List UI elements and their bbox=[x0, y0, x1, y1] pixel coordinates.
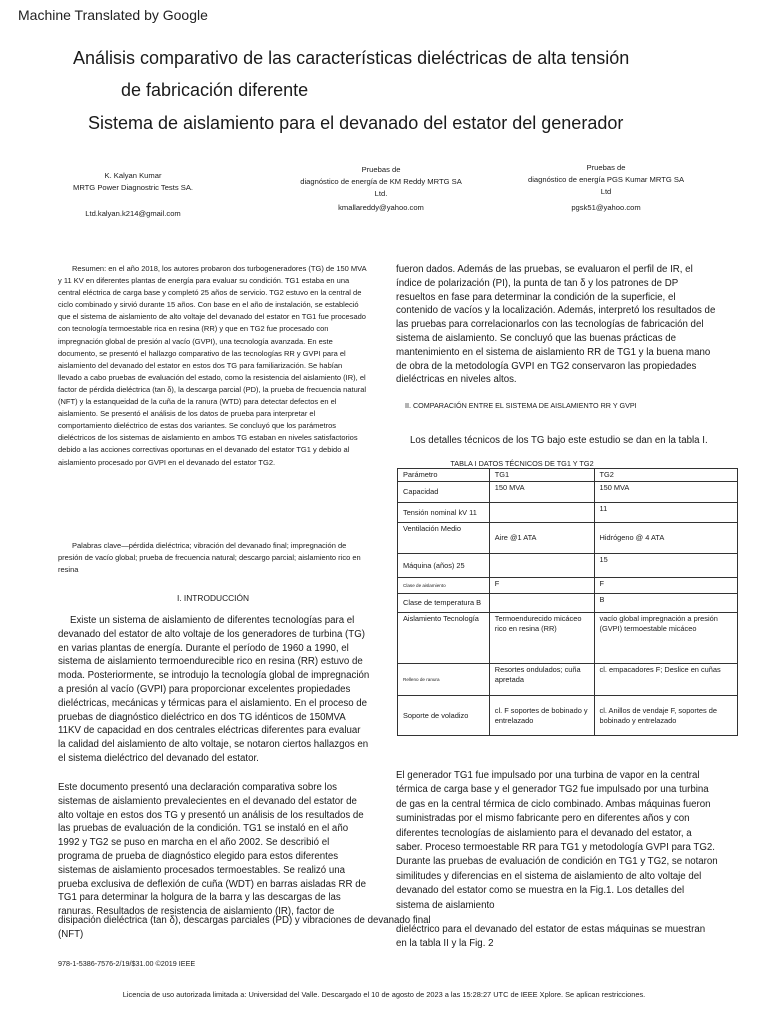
table-cell: Soporte de voladizo bbox=[398, 696, 490, 736]
author-1 bbox=[58, 170, 208, 194]
author-2-email: kmallareddy@yahoo.com bbox=[338, 203, 424, 212]
table-cell: Clase de temperatura B bbox=[398, 594, 490, 613]
table-row bbox=[398, 578, 738, 594]
table-row bbox=[398, 696, 738, 736]
table-row bbox=[398, 482, 738, 503]
keywords: Palabras clave—pérdida dieléctrica; vibración del devanado final; impregnación de presión de vacío global; prueba de frecuencia natural; descargo parcial; aislamiento rico en resina bbox=[58, 541, 361, 575]
table-cell: Máquina (años) 25 bbox=[398, 554, 490, 578]
table-cell: cl. F soportes de bobinado y entrelazado bbox=[489, 696, 594, 736]
author-2 bbox=[290, 164, 472, 200]
table-cell: Relleno de ranura bbox=[398, 664, 490, 696]
table-row bbox=[398, 664, 738, 696]
author-3-email: pgsk51@yahoo.com bbox=[571, 203, 641, 212]
table-cell: cl. empacadores F; Deslice en cuñas bbox=[594, 664, 737, 696]
title-line-2: de fabricación diferente bbox=[121, 80, 309, 100]
intro-paragraph-1: Existe un sistema de aislamiento de diferentes tecnologías para el devanado del estator de alto voltaje de los generadores de turbina (TG) en varias plantas de energía. Durante el período de 1960 a 1990, el sistema de aislamiento termoendurecible rico en resina (RR) estuvo de moda. Posteriormente, se introdujo la tecnología global de impregnación a presión al vacío (GVPI) para proporcionar excelentes propiedades dieléctricas, mecánicas y térmicas para el aislamiento. En el proceso de pruebas de diagnóstico dieléctrico en dos TG idénticos de 150MVA 11KV de capacidad en dos centrales eléctricas diferentes para evaluar la calidad del aislamiento de alto voltaje, se notaron ciertos hallazgos en el sistema dieléctrico del devanado del estator. bbox=[58, 615, 370, 764]
table-cell: F bbox=[594, 578, 737, 594]
author-3-line-1: Pruebas de bbox=[586, 163, 626, 172]
table-cell: Capacidad bbox=[398, 482, 490, 503]
table-cell bbox=[489, 554, 594, 578]
table-cell bbox=[489, 594, 594, 613]
table-cell: cl. Anillos de vendaje F, soportes de bobinado y entrelazado bbox=[594, 696, 737, 736]
table-cell: Aire @1 ATA bbox=[489, 523, 594, 554]
author-2-line-3: Ltd. bbox=[374, 189, 388, 198]
author-3-line-3: Ltd bbox=[600, 187, 612, 196]
table-cell: Aislamiento Tecnología bbox=[398, 613, 490, 664]
table-caption: TABLA I DATOS TÉCNICOS DE TG1 Y TG2 bbox=[450, 459, 594, 468]
machine-translation-banner: Machine Translated by Google bbox=[18, 7, 208, 23]
table-row bbox=[398, 613, 738, 664]
title-line-1: Análisis comparativo de las características dieléctricas de alta tensión bbox=[73, 48, 630, 68]
right-paragraph-1: fueron dados. Además de las pruebas, se evaluaron el perfil de IR, el índice de polarización (PI), la punta de tan δ y los patrones de DP resueltos en fase para determinar la condición de la superficie, el contenido de vacíos y la localización. Además, interpretó los resultados de las pruebas para correlacionarlos con las tecnologías de fabricación del sistema de aislamiento. Se concluyó que las buenas prácticas de mantenimiento en el sistema de aislamiento RR de TG1 y la buena mano de obra de la metodología GVPI en TG2 conservaron las propiedades dieléctricas en niveles altos. bbox=[396, 264, 716, 386]
right-paragraph-3: El generador TG1 fue impulsado por una turbina de vapor en la central térmica de carga base y el generador TG2 fue impulsado por una turbina de gas en la central térmica de ciclo combinado. Ambas máquinas fueron suministradas por el mismo fabricante pero en diferentes años y con diferentes tecnologías de aislamiento para el devanado del estator, a saber. Proceso termoestable RR para TG1 y metodología GVPI para TG2. Durante las pruebas de evaluación de condición en TG1 y TG2, se notaron similitudes y diferencias en el sistema de aislamiento de alto voltaje del devanado del estator como se muestra en la Fig.1. Los detalles del sistema de aislamiento bbox=[396, 770, 718, 911]
table-cell: Parámetro bbox=[398, 469, 490, 482]
right-paragraph-3-end: dieléctrico para el devanado del estator de estas máquinas se muestran en la tabla II y la Fig. 2 bbox=[396, 924, 706, 949]
author-1-affiliation: MRTG Power Diagnostric Tests SA. bbox=[73, 183, 193, 192]
table-cell: B bbox=[594, 594, 737, 613]
author-3 bbox=[522, 162, 690, 198]
table-row bbox=[398, 503, 738, 523]
section-heading-introduction: I. INTRODUCCIÓN bbox=[176, 593, 250, 603]
author-2-line-1: Pruebas de bbox=[361, 165, 401, 174]
section-heading-comparison: II. COMPARACIÓN ENTRE EL SISTEMA DE AISLAMIENTO RR Y GVPI bbox=[405, 401, 637, 410]
intro-paragraph-2-end: disipación dieléctrica (tan δ), descargas parciales (PD) y vibraciones de devanado final (NFT) bbox=[58, 915, 431, 940]
intro-paragraph-2: Este documento presentó una declaración comparativa sobre los sistemas de aislamiento prevalecientes en el devanado del estator de alto voltaje en estos dos TG y presentó un análisis de los resultados de las pruebas de evaluación de la condición. TG1 se instaló en el año 1992 y TG2 se puso en marcha en el año 2002. Se describió el programa de prueba de diagnóstico elegido para estos diferentes sistemas de aislamiento procesados termoestables. Se realizó una prueba exclusiva de deflexión de cuña (WDT) en barras aisladas RR de TG1 para determinar la holgura de la barra y las descargas de las ranuras. Resultados de resistencia de aislamiento (IR), factor de bbox=[58, 782, 367, 918]
table-cell: Clase de aislamiento bbox=[398, 578, 490, 594]
author-1-email: Ltd.kalyan.k214@gmail.com bbox=[85, 209, 181, 218]
technical-data-table bbox=[397, 468, 738, 736]
table-cell bbox=[489, 503, 594, 523]
table-cell: 11 bbox=[594, 503, 737, 523]
table-cell: 15 bbox=[594, 554, 737, 578]
author-2-line-2: diagnóstico de energía de KM Reddy MRTG SA bbox=[300, 177, 462, 186]
right-paragraph-2: Los detalles técnicos de los TG bajo este estudio se dan en la tabla I. bbox=[410, 435, 708, 446]
license-notice: Licencia de uso autorizada limitada a: Universidad del Valle. Descargado el 10 de agosto de 2023 a las 15:28:27 UTC de IEEE Xplore. Se aplican restricciones. bbox=[122, 990, 646, 999]
title-line-3: Sistema de aislamiento para el devanado del estator del generador bbox=[88, 113, 624, 133]
abstract: Resumen: en el año 2018, los autores probaron dos turbogeneradores (TG) de 150 MVA y 11 KV en diferentes plantas de energía para evaluar su condición. TG1 estaba en una central eléctrica de carga base y completó 25 años de servicio. TG2 estuvo en la central de ciclo combinado y sirvió durante 15 años. Con base en el año de instalación, se estableció que el sistema de aislamiento de alto voltaje del devanado del estator en TG1 fue procesado con tecnología termoestable rica en resina (RR) y que en TG2 fue procesado con impregnación global de presión al vacío (GVPI), una tecnología avanzada. En este documento, se presentó el hallazgo comparativo de las tecnologías RR y GVPI para el aislamiento del devanado del estator en estos dos TG para familiarización. Se habían llevado a cabo pruebas de evaluación del estado, como la resistencia del aislamiento (IR), el factor de pérdida dieléctrica (tan δ), la descarga parcial (PD), la prueba de frecuencia natural (NFT) y la estanqueidad de la cuña de la ranura (WTD) para detectar defectos en el aislamiento. Se presentó el análisis de los datos de prueba para interpretar el comportamiento dieléctrico de estas dos variantes. Se concluyó que los parámetros dieléctricos de los sistemas de aislamiento en ambos TG estaban en niveles satisfactorios debido a las acciones correctivas oportunas en el devanado del estator TG1 y debido al aislamiento procesado por GVPI en el devanado del estator TG2. bbox=[58, 264, 367, 467]
table-cell: TG2 bbox=[594, 469, 737, 482]
author-3-line-2: diagnóstico de energía PGS Kumar MRTG SA bbox=[527, 175, 685, 184]
table-cell: vacío global impregnación a presión (GVPI) termoestable micáceo bbox=[594, 613, 737, 664]
table-row bbox=[398, 469, 738, 482]
table-cell: TG1 bbox=[489, 469, 594, 482]
table-cell: Tensión nominal kV 11 bbox=[398, 503, 490, 523]
table-cell: Hidrógeno @ 4 ATA bbox=[594, 523, 737, 554]
author-1-name: K. Kalyan Kumar bbox=[104, 171, 162, 180]
copyright-footer: 978-1-5386-7576-2/19/$31.00 ©2019 IEEE bbox=[58, 959, 196, 968]
table-cell: Termoendurecido micáceo rico en resina (RR) bbox=[489, 613, 594, 664]
table-cell: Resortes ondulados; cuña apretada bbox=[489, 664, 594, 696]
table-cell: Ventilación Medio bbox=[398, 523, 490, 554]
table-cell: 150 MVA bbox=[594, 482, 737, 503]
table-row bbox=[398, 523, 738, 554]
table-cell: F bbox=[489, 578, 594, 594]
table-row bbox=[398, 594, 738, 613]
table-cell: 150 MVA bbox=[489, 482, 594, 503]
table-row bbox=[398, 554, 738, 578]
